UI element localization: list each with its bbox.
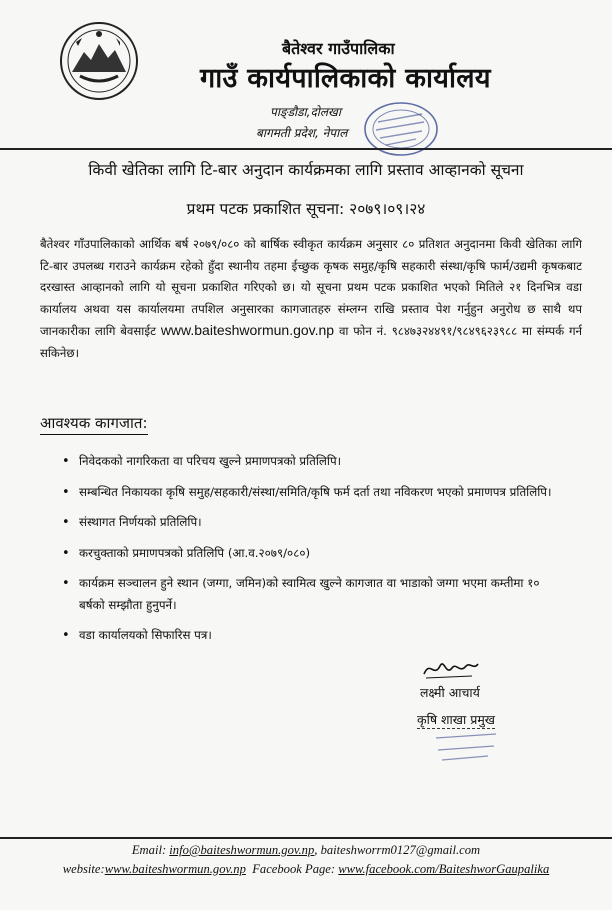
signatory-title: कृषि शाखा प्रमुख — [417, 712, 496, 727]
office-seal-stamp — [360, 98, 442, 160]
nepal-emblem-icon — [58, 20, 140, 102]
footer-email-line: Email: info@baiteshwormun.gov.np, baiteshworrm0127@gmail.com — [131, 843, 481, 857]
footer-web-line — [0, 862, 612, 877]
notice-title: किवी खेतिका लागि टि-बार अनुदान कार्यक्रमका लागि प्रस्ताव आव्हानको सूचना — [88, 161, 524, 179]
notice-body — [40, 234, 582, 365]
list-item: • निवेदकको नागरिकता वा परिचय खुल्ने प्रमाणपत्रको प्रतिलिपि। — [62, 451, 562, 473]
facebook-page-link[interactable]: www.facebook.com/BaiteshworGaupalika — [338, 862, 550, 876]
list-item: • कार्यक्रम सञ्चालन हुने स्थान (जग्गा, जमिन)को स्वामित्व खुल्ने कागजात वा भाडाको जग्गा भएमा कम्तीमा १० बर्षको सम्झौता हुनुपर्ने। — [62, 573, 562, 616]
email-label: Email: — [131, 843, 167, 857]
signatory-stamp — [432, 724, 502, 766]
facebook-label: Facebook Page: — [252, 862, 336, 876]
list-item: • वडा कार्यालयको सिफारिस पत्र। — [62, 625, 562, 647]
list-item: • सम्बन्धित निकायका कृषि समुह/सहकारी/संस्था/समिति/कृषि फर्म दर्ता तथा नविकरण भएको प्रमाणपत्र प्रतिलिपि। — [62, 482, 562, 504]
list-item: • संस्थागत निर्णयको प्रतिलिपि। — [62, 512, 562, 534]
email-link-secondary[interactable]: baiteshworrm0127@gmail.com — [320, 843, 481, 857]
signatory-name: लक्ष्मी आचार्य — [420, 685, 480, 700]
footer-website-link[interactable]: www.baiteshwormun.gov.np — [104, 862, 246, 876]
municipality-name: बैतेश्वर गाउँपालिका — [282, 39, 395, 58]
handwritten-signature — [420, 656, 480, 682]
body-website-link[interactable]: www.baiteshwormun.gov.np — [160, 322, 335, 339]
address-line-2: बागमती प्रदेश, नेपाल — [256, 126, 348, 140]
footer-divider — [0, 837, 612, 839]
notice-body-part2: वा फोन नं. ९८४७३२४४९१/९८४९६२३९८८ मा संम्पर्क गर्न सकिनेछ। — [40, 324, 583, 360]
required-documents-list — [62, 451, 562, 656]
publish-date-line: प्रथम पटक प्रकाशित सूचना: २०७९।०९।२४ — [186, 200, 426, 218]
website-label: website: — [62, 862, 105, 876]
notice-body-part1: बैतेश्वर गाँउपालिकाको आर्थिक बर्ष २०७९/०८० को बार्षिक स्वीकृत कार्यक्रम अनुसार ८० प्रतिशत अनुदानमा किवी खेतिका लागि टि-बार उपलब्ध गराउने कार्यक्रम रहेको हुँदा स्थानीय तहमा ईच्छुक कृषक समुह/कृषि सहकारी संस्था/कृषि फार्म/उद्यमी कृषकबाट दरखास्त आव्हानको लागि यो सूचना प्रकाशित गरिएको छ। यो सूचना प्रथम पटक प्रकाशित भएको मितिले २१ दिनभित्र वडा कार्यालय अथवा यस कार्यालयमा तपशिल अनुसारका कागजातहरु संम्लग्न राखि प्रस्ताव पेश गर्नुहुन अनुरोध छ साथै थप जानकारीका लागि बेवसाईट — [40, 237, 582, 339]
header-divider — [0, 148, 612, 150]
required-documents-heading: आवश्यक कागजात: — [40, 413, 148, 435]
email-link-primary[interactable]: info@baiteshwormun.gov.np — [169, 843, 315, 857]
list-item: • करचुक्ताको प्रमाणपत्रको प्रतिलिपि (आ.व.२०७९/०८०) — [62, 543, 562, 565]
office-title: गाउँ कार्यपालिकाको कार्यालय — [200, 63, 491, 94]
address-line-1: पाङ्डौडा,दोलखा — [270, 105, 341, 119]
